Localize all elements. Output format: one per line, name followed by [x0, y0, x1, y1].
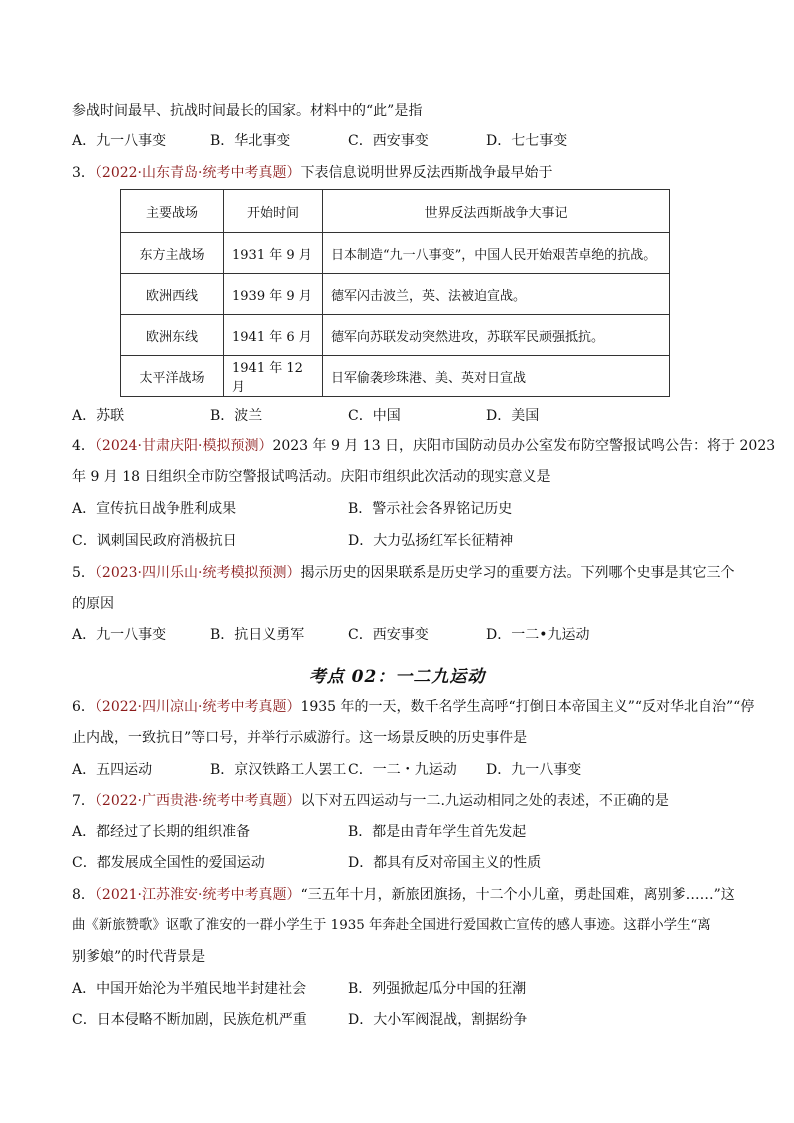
table-cell: 欧洲西线: [121, 274, 224, 315]
option-c: C．日本侵略不断加剧，民族危机严重: [72, 1012, 307, 1028]
option-d: D．九一八事变: [486, 762, 582, 778]
table-header: 开始时间: [224, 190, 323, 233]
option-b: B．京汉铁路工人罢工: [210, 762, 347, 778]
option-c: C．西安事变: [348, 627, 429, 643]
table-cell: 日军偷袭珍珠港、美、英对日宣战: [323, 356, 670, 397]
option-d: D．都具有反对帝国主义的性质: [348, 855, 542, 871]
section-heading: 考点 02：一二九运动: [308, 667, 486, 687]
option-b: B．波兰: [210, 408, 263, 424]
option-c: C．都发展成全国性的爱国运动: [72, 855, 265, 871]
question-text: 曲《新旅赞歌》讴歌了淮安的一群小学生于 1935 年奔赴全国进行爱国救亡宣传的感人事迹。这群小学生“离: [72, 918, 711, 933]
option-b: B．警示社会各界铭记历史: [348, 501, 513, 517]
question-text: 别爹娘”的时代背景是: [72, 949, 206, 965]
option-c: C．西安事变: [348, 133, 429, 149]
question-text: 年 9 月 18 日组织全市防空警报试鸣活动。庆阳市组织此次活动的现实意义是: [72, 469, 551, 485]
question-text: 2023 年 9 月 13 日，庆阳市国防动员办公室发布防空警报试鸣公告：将于 2023: [272, 438, 776, 454]
question-3: [72, 163, 722, 183]
table-header: 主要战场: [121, 190, 224, 233]
option-a: A．五四运动: [72, 762, 153, 778]
option-b: B．列强掀起瓜分中国的狂潮: [348, 981, 527, 997]
option-a: A．九一八事变: [72, 627, 167, 643]
question-source: （2022·四川凉山·统考中考真题）: [94, 699, 301, 715]
option-c: C．中国: [348, 408, 401, 424]
question-6: [72, 697, 755, 717]
table-row: [121, 233, 670, 274]
option-a: A．都经过了长期的组织准备: [72, 824, 251, 840]
question-text: “三五年十月，新旅团旗扬，十二个小儿童，勇赴国难，离别爹……”这: [300, 887, 735, 903]
table-cell: 日本制造“九一八事变”，中国人民开始艰苦卓绝的抗战。: [323, 233, 670, 274]
table-cell: 德军向苏联发动突然进攻，苏联军民顽强抵抗。: [323, 315, 670, 356]
table-header-row: [121, 190, 670, 233]
question-text: 揭示历史的因果联系是历史学习的重要方法。下列哪个史事是其它三个: [300, 565, 735, 581]
question-source: （2021·江苏淮安·统考中考真题）: [94, 887, 301, 903]
war-events-table: [120, 189, 670, 397]
option-b: B．华北事变: [210, 133, 291, 149]
question-text: 止内战，一致抗日”等口号，并举行示威游行。这一场景反映的历史事件是: [72, 730, 528, 746]
question-text: 1935 年的一天，数千名学生高呼“打倒日本帝国主义”“反对华北自治”“停: [300, 699, 755, 715]
option-d: D．七七事变: [486, 133, 568, 149]
option-a: A．苏联: [72, 408, 125, 424]
table-cell: 欧洲东线: [121, 315, 224, 356]
question-number: 5．: [72, 565, 95, 581]
table-row: [121, 274, 670, 315]
option-a: A．九一八事变: [72, 133, 167, 149]
question-source: （2024·甘肃庆阳·模拟预测）: [94, 438, 273, 454]
table-header: 世界反法西斯战争大事记: [323, 190, 670, 233]
question-text: 以下对五四运动与一二.九运动相同之处的表述，不正确的是: [300, 793, 669, 809]
table-row: [121, 356, 670, 397]
question-number: 8．: [72, 887, 95, 903]
table-cell: 1941 年 12 月: [224, 356, 323, 397]
question-text: 参战时间最早、抗战时间最长的国家。材料中的“此”是指: [72, 103, 423, 119]
option-a: A．宣传抗日战争胜利成果: [72, 501, 237, 517]
question-number: 6．: [72, 699, 95, 715]
question-text: 下表信息说明世界反法西斯战争最早始于: [300, 165, 553, 181]
table-cell: 1941 年 6 月: [224, 315, 323, 356]
option-d: D．美国: [486, 408, 540, 424]
option-a: A．中国开始沦为半殖民地半封建社会: [72, 981, 307, 997]
question-number: 4．: [72, 438, 95, 454]
table-row: [121, 315, 670, 356]
question-7: [72, 791, 722, 811]
question-number: 3．: [72, 165, 95, 181]
option-b: B．都是由青年学生首先发起: [348, 824, 527, 840]
table-cell: 东方主战场: [121, 233, 224, 274]
option-c: C．一二・九运动: [348, 762, 457, 778]
question-source: （2022·广西贵港·统考中考真题）: [94, 793, 301, 809]
table-cell: 太平洋战场: [121, 356, 224, 397]
question-source: （2023·四川乐山·统考模拟预测）: [94, 565, 301, 581]
table-cell: 1931 年 9 月: [224, 233, 323, 274]
option-b: B．抗日义勇军: [210, 627, 305, 643]
question-number: 7．: [72, 793, 95, 809]
question-text: 的原因: [72, 596, 114, 612]
question-4: [72, 436, 776, 456]
question-8: [72, 885, 735, 905]
question-source: （2022·山东青岛·统考中考真题）: [94, 165, 301, 181]
question-5: [72, 563, 735, 583]
option-d: D．大力弘扬红军长征精神: [348, 533, 514, 549]
table-cell: 德军闪击波兰，英、法被迫宣战。: [323, 274, 670, 315]
option-d: D．一二•九运动: [486, 627, 590, 643]
option-c: C．讽刺国民政府消极抗日: [72, 533, 237, 549]
table-cell: 1939 年 9 月: [224, 274, 323, 315]
option-d: D．大小军阀混战，割据纷争: [348, 1012, 528, 1028]
